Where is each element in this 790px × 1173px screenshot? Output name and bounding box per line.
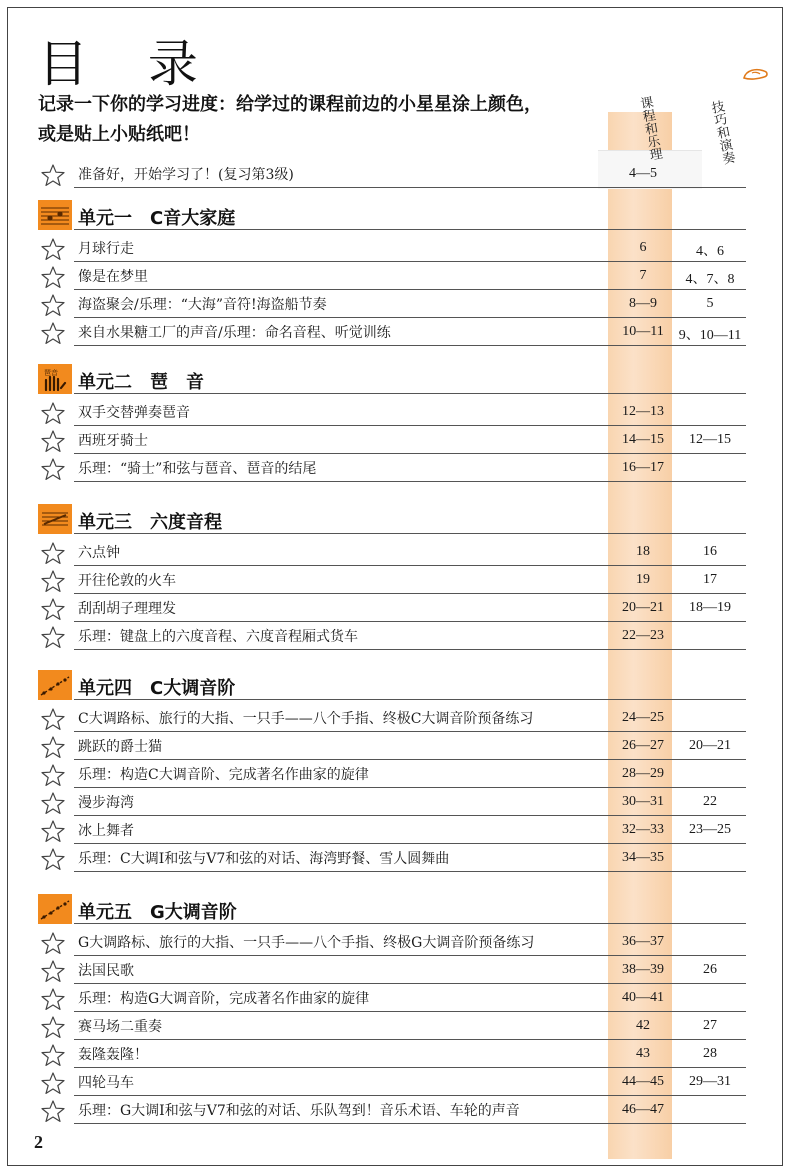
theory-page: 34—35 xyxy=(622,850,664,865)
theory-page: 20—21 xyxy=(622,600,664,615)
star-outline-icon[interactable] xyxy=(40,429,66,453)
star-outline-icon[interactable] xyxy=(40,293,66,317)
lesson-title: 赛马场二重奏 xyxy=(78,1019,162,1035)
star-outline-icon[interactable] xyxy=(40,569,66,593)
theory-page: 14—15 xyxy=(622,432,664,447)
lesson-title: 四轮马车 xyxy=(78,1075,134,1091)
intro-line-2: 或是贴上小贴纸吧！ xyxy=(38,124,200,145)
star-outline-icon[interactable] xyxy=(40,819,66,843)
toc-row xyxy=(40,1012,746,1040)
unit-title: 单元四 C大调音阶 xyxy=(78,678,236,699)
lesson-title: C大调路标、旅行的大指、一只手——八个手指、终极C大调音阶预备练习 xyxy=(78,711,534,727)
star-outline-icon[interactable] xyxy=(40,931,66,955)
svg-text:琶音: 琶音 xyxy=(44,369,58,377)
divider xyxy=(74,699,746,700)
lesson-title: 乐理：C大调I和弦与V7和弦的对话、海湾野餐、雪人圆舞曲 xyxy=(78,851,450,867)
technique-page: 12—15 xyxy=(689,432,731,447)
toc-row xyxy=(40,290,746,318)
unit-title: 单元三 六度音程 xyxy=(78,512,222,533)
toc-row xyxy=(40,1040,746,1068)
theory-page: 26—27 xyxy=(622,738,664,753)
toc-row xyxy=(40,538,746,566)
lesson-title: 漫步海湾 xyxy=(78,795,134,811)
toc-row xyxy=(40,1096,746,1124)
toc-row xyxy=(40,732,746,760)
scale-ladder-icon xyxy=(38,670,72,700)
lesson-title: 乐理：G大调I和弦与V7和弦的对话、乐队驾到！音乐术语、车轮的声音 xyxy=(78,1103,520,1119)
unit-header xyxy=(38,668,746,700)
toc-row xyxy=(40,318,746,346)
divider xyxy=(74,481,746,482)
star-outline-icon[interactable] xyxy=(40,401,66,425)
theory-page: 22—23 xyxy=(622,628,664,643)
technique-page: 18—19 xyxy=(689,600,731,615)
technique-page: 4、7、8 xyxy=(685,272,735,287)
staff-notes-icon xyxy=(38,200,72,230)
technique-page: 9、10—11 xyxy=(678,328,742,343)
lesson-title: 乐理：“骑士”和弦与琶音、琶音的结尾 xyxy=(78,461,317,477)
star-outline-icon[interactable] xyxy=(40,763,66,787)
technique-page: 5 xyxy=(706,296,714,311)
toc-row xyxy=(40,928,746,956)
theory-page: 4—5 xyxy=(629,166,657,181)
technique-page: 16 xyxy=(703,544,717,559)
divider xyxy=(74,1123,746,1124)
theory-page: 32—33 xyxy=(622,822,664,837)
toc-row xyxy=(40,594,746,622)
technique-page: 22 xyxy=(703,794,717,809)
lesson-title: 六点钟 xyxy=(78,545,120,561)
lesson-title: 刮刮胡子理理发 xyxy=(78,601,176,617)
technique-page: 27 xyxy=(703,1018,717,1033)
star-outline-icon[interactable] xyxy=(40,1015,66,1039)
technique-page: 17 xyxy=(703,572,717,587)
toc-row xyxy=(40,816,746,844)
toc-row xyxy=(40,956,746,984)
page-number: 2 xyxy=(34,1132,43,1152)
theory-page: 12—13 xyxy=(622,404,664,419)
lesson-title: 双手交替弹奏琶音 xyxy=(78,405,190,421)
technique-page: 23—25 xyxy=(689,822,731,837)
unit-title: 单元一 C音大家庭 xyxy=(78,208,236,229)
lesson-title: 乐理：构造C大调音阶、完成著名作曲家的旋律 xyxy=(78,767,369,783)
toc-row xyxy=(40,234,746,262)
theory-page: 36—37 xyxy=(622,934,664,949)
theory-page: 44—45 xyxy=(622,1074,664,1089)
toc-row xyxy=(40,788,746,816)
intro-line-1: 记录一下你的学习进度：给学过的课程前边的小星星涂上颜色， xyxy=(38,94,542,115)
star-outline-icon[interactable] xyxy=(40,707,66,731)
star-outline-icon[interactable] xyxy=(40,321,66,345)
star-outline-icon[interactable] xyxy=(40,163,66,187)
technique-page: 26 xyxy=(703,962,717,977)
toc-row xyxy=(40,160,746,188)
toc-row xyxy=(40,704,746,732)
technique-page: 29—31 xyxy=(689,1074,731,1089)
divider xyxy=(74,345,746,346)
theory-page: 7 xyxy=(639,268,647,283)
star-outline-icon[interactable] xyxy=(40,597,66,621)
lesson-title: 月球行走 xyxy=(78,241,134,257)
theory-page: 16—17 xyxy=(622,460,664,475)
unit-header xyxy=(38,198,746,230)
theory-page: 28—29 xyxy=(622,766,664,781)
star-outline-icon[interactable] xyxy=(40,457,66,481)
star-outline-icon[interactable] xyxy=(40,265,66,289)
theory-page: 19 xyxy=(636,572,650,587)
star-outline-icon[interactable] xyxy=(40,987,66,1011)
star-outline-icon[interactable] xyxy=(40,847,66,871)
unit-title: 单元五 G大调音阶 xyxy=(78,902,237,923)
technique-page: 4、6 xyxy=(696,244,724,259)
star-outline-icon[interactable] xyxy=(40,541,66,565)
hand-icon xyxy=(742,66,770,82)
toc-row xyxy=(40,984,746,1012)
theory-page: 6 xyxy=(639,240,647,255)
technique-page: 20—21 xyxy=(689,738,731,753)
lesson-title: 准备好，开始学习了！(复习第3级) xyxy=(78,167,294,183)
technique-page: 28 xyxy=(703,1046,717,1061)
lesson-title: 西班牙骑士 xyxy=(78,433,148,449)
lesson-title: 冰上舞者 xyxy=(78,823,134,839)
divider xyxy=(74,871,746,872)
theory-page: 10—11 xyxy=(622,324,664,339)
toc-row xyxy=(40,566,746,594)
lesson-title: 海盗聚会/乐理：“大海”音符!海盗船节奏 xyxy=(78,297,327,313)
lesson-title: 乐理：键盘上的六度音程、六度音程厢式货车 xyxy=(78,629,358,645)
unit-title: 单元二 琶 音 xyxy=(78,372,204,393)
star-outline-icon[interactable] xyxy=(40,237,66,261)
page-title: 目 录 xyxy=(38,35,220,93)
divider xyxy=(74,229,746,230)
lesson-title: 开往伦敦的火车 xyxy=(78,573,176,589)
toc-row xyxy=(40,760,746,788)
theory-page: 38—39 xyxy=(622,962,664,977)
theory-page: 46—47 xyxy=(622,1102,664,1117)
lesson-title: 法国民歌 xyxy=(78,963,134,979)
theory-page: 40—41 xyxy=(622,990,664,1005)
divider xyxy=(74,533,746,534)
column-header-technique: 技巧和演奏 xyxy=(707,99,736,166)
toc-row xyxy=(40,398,746,426)
star-outline-icon[interactable] xyxy=(40,1043,66,1067)
lesson-title: 来自水果糖工厂的声音/乐理：命名音程、听觉训练 xyxy=(78,325,391,341)
interval-sixth-icon xyxy=(38,504,72,534)
theory-page: 24—25 xyxy=(622,710,664,725)
unit-header xyxy=(38,502,746,534)
star-outline-icon[interactable] xyxy=(40,1099,66,1123)
toc-row xyxy=(40,622,746,650)
lesson-title: 像是在梦里 xyxy=(78,269,148,285)
toc-row xyxy=(40,844,746,872)
toc-row xyxy=(40,454,746,482)
lesson-title: 轰隆轰隆！ xyxy=(78,1047,148,1063)
theory-page: 42 xyxy=(636,1018,650,1033)
hand-arpeggio-icon xyxy=(38,364,72,394)
star-outline-icon[interactable] xyxy=(40,735,66,759)
star-outline-icon[interactable] xyxy=(40,625,66,649)
theory-page: 43 xyxy=(636,1046,650,1061)
star-outline-icon[interactable] xyxy=(40,1071,66,1095)
toc-row xyxy=(40,1068,746,1096)
lesson-title: 乐理：构造G大调音阶，完成著名作曲家的旋律 xyxy=(78,991,370,1007)
star-outline-icon[interactable] xyxy=(40,791,66,815)
divider xyxy=(74,923,746,924)
divider xyxy=(74,649,746,650)
star-outline-icon[interactable] xyxy=(40,959,66,983)
lesson-title: 跳跃的爵士猫 xyxy=(78,739,162,755)
divider xyxy=(74,393,746,394)
unit-header xyxy=(38,892,746,924)
theory-page: 30—31 xyxy=(622,794,664,809)
scale-ladder-icon xyxy=(38,894,72,924)
column-header-theory: 课程和乐理 xyxy=(636,95,663,162)
unit-header xyxy=(38,362,746,394)
divider xyxy=(74,187,746,188)
theory-page: 8—9 xyxy=(629,296,657,311)
toc-row xyxy=(40,426,746,454)
lesson-title: G大调路标、旅行的大指、一只手——八个手指、终极G大调音阶预备练习 xyxy=(78,935,535,951)
theory-page: 18 xyxy=(636,544,650,559)
toc-row xyxy=(40,262,746,290)
